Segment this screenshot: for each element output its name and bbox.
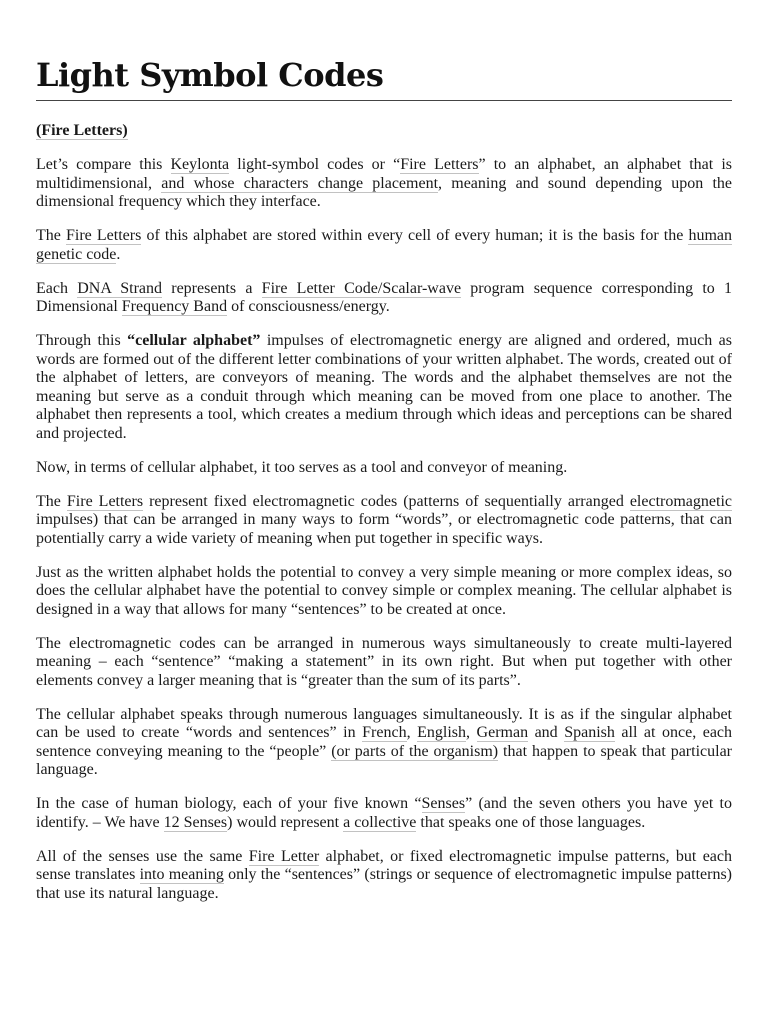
paragraph bbox=[36, 564, 732, 620]
text-run: Now, in terms of cellular alphabet, it too serves as a tool and conveyor of meaning. bbox=[36, 458, 568, 476]
inline-link[interactable]: human genetic code bbox=[36, 227, 733, 263]
text-run: light-symbol codes or “ bbox=[229, 156, 401, 173]
text-run: ) would represent bbox=[227, 813, 344, 831]
inline-link[interactable]: English bbox=[417, 724, 466, 741]
text-run: only the “sentences” (strings or sequence of electromagnetic impulse patterns) that use its natural language. bbox=[36, 866, 733, 902]
inline-link[interactable]: and whose characters change placement bbox=[161, 174, 439, 192]
text-run: that speaks one of those languages. bbox=[416, 813, 646, 831]
bold-phrase: “cellular alphabet” bbox=[127, 332, 261, 349]
paragraph bbox=[36, 332, 732, 443]
text-run: impulses of electromagnetic energy are aligned and ordered, much as words are formed out of the different letter combinations of your written alphabet. The words, created out of the alphabet of letters, are conveyors of meaning. The words and the alphabet themselves are not the meaning but serve as a conduit through which meaning can be moved from one place to another. The alphabet then represents a tool, which creates a medium through which ideas and perceptions can be shared and projected. bbox=[36, 332, 732, 442]
inline-link[interactable]: a collective bbox=[343, 813, 417, 831]
inline-link[interactable]: electromagnetic bbox=[629, 492, 732, 510]
text-run: and bbox=[528, 724, 565, 741]
inline-link[interactable]: Fire Letters bbox=[400, 156, 479, 173]
text-run: of consciousness/energy. bbox=[227, 298, 390, 315]
text-run: , bbox=[466, 724, 477, 741]
inline-link[interactable]: (or parts of the organism) bbox=[331, 742, 499, 760]
paragraph bbox=[36, 280, 732, 317]
subtitle-link[interactable]: (Fire Letters) bbox=[36, 122, 128, 139]
title-divider bbox=[36, 100, 732, 101]
text-run: , bbox=[406, 724, 418, 741]
paragraph bbox=[36, 156, 732, 212]
article-body bbox=[36, 122, 732, 903]
text-run: , meaning and sound depending upon the dimensional frequency which they interface. bbox=[36, 174, 732, 210]
text-run: . bbox=[116, 245, 121, 263]
text-run: all at once, each sentence conveying meaning to the “people” bbox=[36, 724, 733, 760]
text-run: impulses) that can be arranged in many ways to form “words”, or electromagnetic code patterns, that can potentially carry a wide variety of meaning when put together in specific ways. bbox=[36, 511, 732, 547]
text-run: The electromagnetic codes can be arranged in numerous ways simultaneously to create multi-layered meaning – each “sentence” “making a statement” in its own right. But when put together with other elements convey a larger meaning that is “greater than the sum of its parts”. bbox=[36, 634, 732, 689]
inline-link[interactable]: into meaning bbox=[139, 866, 224, 883]
paragraph-list bbox=[36, 156, 732, 903]
inline-link[interactable]: Frequency Band bbox=[121, 298, 228, 315]
text-run: ” (and the seven others you have yet to identify. – We have bbox=[36, 795, 733, 831]
text-run: In the case of human biology, each of your five known “ bbox=[36, 795, 422, 812]
inline-link[interactable]: Fire Letters bbox=[66, 492, 144, 510]
inline-link[interactable]: 12 Senses bbox=[163, 813, 228, 831]
inline-link[interactable]: DNA Strand bbox=[77, 279, 163, 297]
text-run: The bbox=[36, 227, 66, 244]
paragraph bbox=[36, 493, 732, 549]
text-run: represent fixed electromagnetic codes (patterns of sequentially arranged bbox=[143, 492, 630, 510]
text-run: ” to an alphabet, an alphabet that is multidimensional, bbox=[36, 156, 733, 192]
text-run: alphabet, or fixed electromagnetic impulse patterns, but each sense translates bbox=[36, 847, 733, 883]
paragraph bbox=[36, 635, 732, 691]
paragraph bbox=[36, 459, 732, 478]
inline-link[interactable]: Fire Letters bbox=[66, 227, 142, 244]
paragraph bbox=[36, 795, 732, 832]
text-run: The bbox=[36, 492, 67, 510]
text-run: of this alphabet are stored within every cell of every human; it is the basis for the bbox=[141, 227, 689, 244]
inline-link[interactable]: French bbox=[362, 724, 407, 741]
text-run: Each bbox=[36, 279, 78, 297]
inline-link[interactable]: Keylonta bbox=[170, 156, 230, 173]
text-run: program sequence corresponding to 1 Dimensional bbox=[36, 279, 733, 315]
inline-link[interactable]: German bbox=[476, 724, 529, 741]
text-run: Let’s compare this bbox=[36, 156, 171, 173]
paragraph bbox=[36, 848, 732, 904]
inline-link[interactable]: Fire Letter Code/Scalar-wave bbox=[261, 279, 462, 297]
text-run: represents a bbox=[162, 279, 262, 297]
inline-link[interactable]: Senses bbox=[421, 795, 466, 812]
inline-link[interactable]: Fire Letter bbox=[248, 847, 320, 865]
paragraph bbox=[36, 706, 732, 780]
text-run: All of the senses use the same bbox=[36, 847, 249, 865]
text-run: that happen to speak that particular language. bbox=[36, 742, 732, 778]
paragraph bbox=[36, 227, 732, 264]
text-run: Through this bbox=[36, 332, 128, 349]
inline-link[interactable]: Spanish bbox=[564, 724, 615, 741]
text-run: Just as the written alphabet holds the potential to convey a very simple meaning or more complex ideas, so does the cellular alphabet have the potential to convey simple or complex meaning. The cellular alphabet is designed in a way that allows for many “sentences” to be created at once. bbox=[36, 563, 732, 618]
text-run: The cellular alphabet speaks through numerous languages simultaneously. It is as if the singular alphabet can be used to create “words and sentences” in bbox=[36, 705, 732, 741]
subtitle bbox=[36, 122, 732, 141]
page-title: Light Symbol Codes bbox=[36, 56, 384, 94]
